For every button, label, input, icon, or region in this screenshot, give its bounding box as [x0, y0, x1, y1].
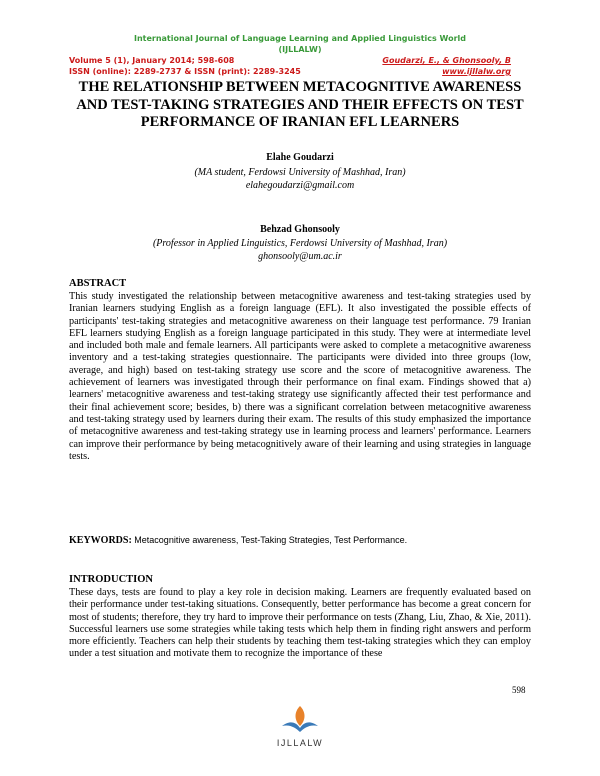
page-number: 598: [512, 685, 526, 695]
footer-logo-text: IJLLALW: [276, 738, 324, 748]
authors-short: Goudarzi, E., & Ghonsooly, B: [382, 56, 511, 65]
issn-info: ISSN (online): 2289-2737 & ISSN (print): 2289-3245: [69, 67, 301, 76]
author-2-name: Behzad Ghonsooly: [260, 224, 340, 235]
keywords-label: KEYWORDS:: [69, 535, 132, 546]
keywords: [69, 535, 531, 546]
journal-title: [100, 33, 500, 55]
author-1-email: elahegoudarzi@gmail.com: [245, 180, 355, 191]
paper-title: THE RELATIONSHIP BETWEEN METACOGNITIVE AWARENESS AND TEST-TAKING STRATEGIES AND THEIR EFFECTS ON TEST PERFORMANCE OF IRANIAN EFL LEARNERS: [76, 79, 524, 130]
author-1-name: Elahe Goudarzi: [266, 152, 334, 163]
website-link[interactable]: www.ijllalw.org: [442, 67, 511, 76]
abstract-heading: ABSTRACT: [69, 278, 127, 289]
author-1-affiliation: (MA student, Ferdowsi University of Mashhad, Iran): [194, 167, 406, 178]
introduction-heading: INTRODUCTION: [69, 574, 154, 585]
author-2-affiliation: (Professor in Applied Linguistics, Ferdowsi University of Mashhad, Iran): [152, 238, 448, 249]
journal-logo-icon: [270, 700, 330, 740]
author-2-email: ghonsooly@um.ac.ir: [258, 251, 342, 262]
abstract-text: This study investigated the relationship between metacognitive awareness and test-taking strategies used by Iranian learners studying English as a foreign language (EFL). It also investigated the possible effects of participants' test-taking strategies and metacognitive awareness on their language test performance. 79 Iranian EFL learners studying English as a foreign language participated in this study. They were at intermediate level and included both male and female learners. All participants were asked to complete a metacognitive awareness inventory and a test-taking strategies questionnaire. The participants were divided into three groups (low, average, and high) based on test-taking strategy use score and the score of metacognitive awareness. The achievement of learners was investigated through their performance on final exam. Findings showed that a) learners' metacognitive awareness and test-taking strategy use significantly affected their test performance and their final achievement score; besides, b) there was a significant correlation between metacognitive awareness and test-taking strategy used by learners during their exam. The results of this study emphasized the importance of metacognitive awareness and test-taking strategy use in learning process and learners' performance. Learners can improve their performance by being metacognitively aware of their learning and using strategies in language tests.: [69, 291, 531, 462]
journal-title-line2: (IJLLALW): [278, 45, 322, 54]
volume-info: Volume 5 (1), January 2014; 598-608: [69, 56, 235, 65]
journal-title-line1: International Journal of Language Learning and Applied Linguistics World: [133, 34, 467, 43]
logo-flame-shape: [296, 706, 305, 726]
keywords-text: Metacognitive awareness, Test-Taking Strategies, Test Performance.: [134, 535, 408, 545]
volume-row: [69, 56, 511, 66]
introduction-text: These days, tests are found to play a key role in decision making. Learners are frequently evaluated based on their performance under test-taking situations. Consequently, better performance has become a great concern for most of students; therefore, they try hard to improve their performance on tests (Zhang, Liu, Zhao, & Xie, 2011). Successful learners use some strategies while taking tests which help them in finding right answers and perform more efficiently. Teachers can help their students by teaching them test-taking strategies which they can employ under a test situation and motivate them to recognize the importance of these: [69, 587, 531, 660]
issn-row: [69, 67, 511, 77]
